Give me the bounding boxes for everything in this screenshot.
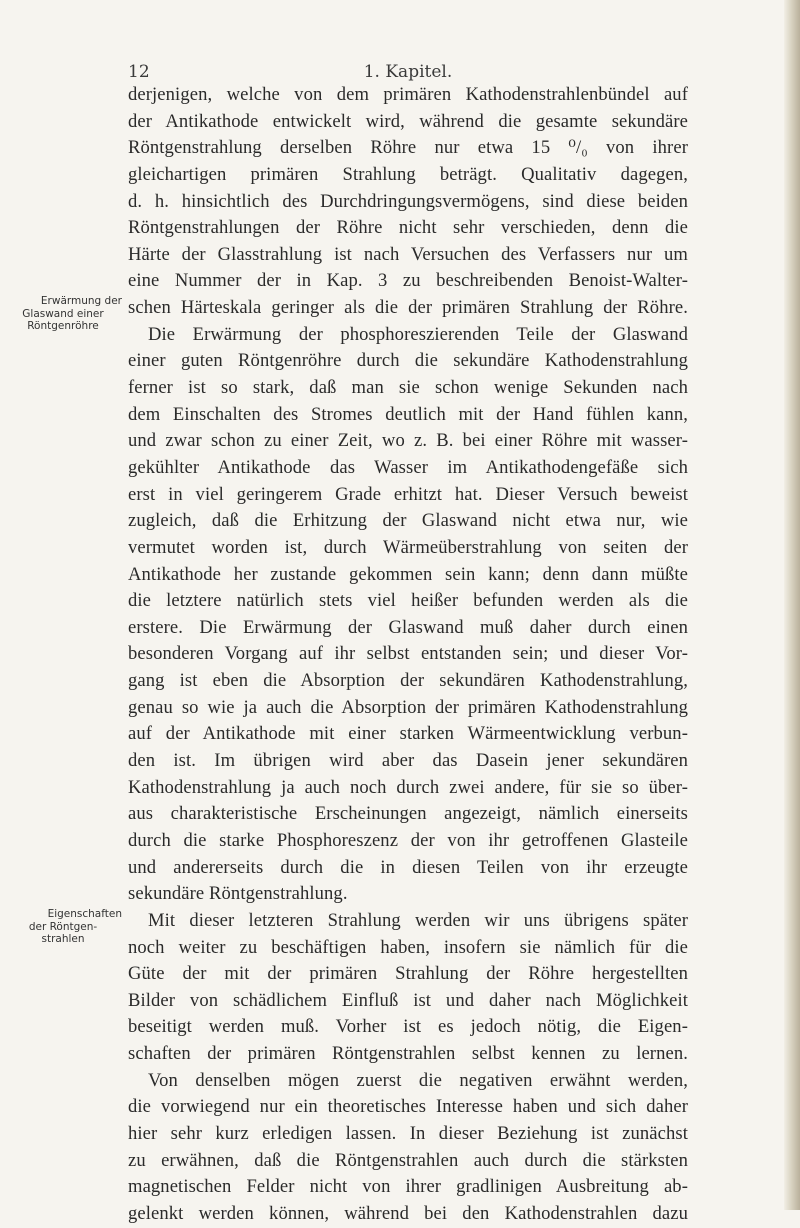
- text-line: Mit dieser letzteren Strahlung werden wir uns übrigens später: [148, 909, 688, 931]
- margin-note-line: Glaswand einer: [22, 307, 104, 320]
- text-line: eine Nummer der in Kap. 3 zu beschreibenden Benoist-Walter-: [128, 270, 688, 292]
- margin-note-erwaermung: [4, 295, 122, 333]
- text-line: derjenigen, welche von dem primären Kathodenstrahlenbündel auf: [128, 84, 688, 105]
- text-line: Von denselben mögen zuerst die negativen erwähnt werden,: [148, 1069, 688, 1091]
- margin-note-line: Röntgenröhre: [27, 320, 99, 332]
- text-line: gekühlter Antikathode das Wasser im Antikathodengefäße sich: [128, 456, 688, 478]
- text-line: durch die starke Phosphoreszenz der von ihr getroffenen Glasteile: [128, 829, 688, 851]
- text-line: Antikathode her zustande gekommen sein kann; denn dann müßte: [128, 563, 688, 585]
- text-line: erstere. Die Erwärmung der Glaswand muß daher durch einen: [128, 616, 688, 638]
- text-line: Die Erwärmung der phosphoreszierenden Teile der Glaswand: [148, 323, 688, 345]
- text-line: erst in viel geringerem Grade erhitzt hat. Dieser Versuch beweist: [128, 483, 688, 505]
- margin-note-line: Eigenschaften: [47, 908, 122, 920]
- text-line: auf der Antikathode mit einer starken Wärmeentwicklung verbun-: [128, 723, 688, 745]
- text-line: Bilder von schädlichem Einfluß ist und daher nach Möglichkeit: [128, 989, 688, 1011]
- text-line: aus charakteristische Erscheinungen angezeigt, nämlich einerseits: [128, 803, 688, 825]
- text-line: magnetischen Felder nicht von ihrer gradlinigen Ausbreitung ab-: [128, 1176, 688, 1198]
- text-line: die letztere natürlich stets viel heißer befunden werden als die: [128, 590, 688, 612]
- text-line: die vorwiegend nur ein theoretisches Interesse haben und sich daher: [128, 1096, 688, 1118]
- text-line: schaften der primären Röntgenstrahlen selbst kennen zu lernen.: [128, 1043, 688, 1065]
- text-line: ferner ist so stark, daß man sie schon wenige Sekunden nach: [128, 377, 688, 399]
- text-line: genau so wie ja auch die Absorption der primären Kathodenstrahlung: [128, 696, 688, 718]
- text-line: den ist. Im übrigen wird aber das Dasein jener sekundären: [128, 750, 688, 772]
- text-line: einer guten Röntgenröhre durch die sekundäre Kathodenstrahlung: [128, 350, 688, 372]
- text-line: noch weiter zu beschäftigen haben, insofern sie nämlich für die: [128, 936, 688, 958]
- margin-note-line: Erwärmung der: [40, 295, 122, 307]
- text-line: hier sehr kurz erledigen lassen. In dieser Beziehung ist zunächst: [128, 1122, 688, 1144]
- text-line: gleichartigen primären Strahlung beträgt. Qualitativ dagegen,: [128, 163, 688, 185]
- text-line: sekundäre Röntgenstrahlung.: [128, 883, 348, 905]
- text-line: Härte der Glasstrahlung ist nach Versuchen des Verfassers nur um: [128, 243, 688, 265]
- text-line: gelenkt werden können, während bei den Kathodenstrahlen dazu: [128, 1202, 688, 1224]
- text-line: d. h. hinsichtlich des Durchdringungsvermögens, sind diese beiden: [128, 190, 688, 212]
- text-line: und zwar schon zu einer Zeit, wo z. B. bei einer Röhre mit wasser-: [128, 430, 688, 452]
- text-line: Röntgenstrahlungen der Röhre nicht sehr verschieden, denn die: [128, 217, 688, 239]
- text-line: vermutet worden ist, durch Wärmeüberstrahlung von seiten der: [128, 536, 688, 558]
- text-line: zugleich, daß die Erhitzung der Glaswand nicht etwa nur, wie: [128, 510, 688, 532]
- text-line: und andererseits durch die in diesen Teilen von ihr erzeugte: [128, 856, 688, 878]
- text-line: Röntgenstrahlung derselben Röhre nur etwa 15 ⁰/₀ von ihrer: [128, 137, 688, 159]
- text-line: zu erwähnen, daß die Röntgenstrahlen auch durch die stärksten: [128, 1149, 688, 1171]
- margin-note-line: der Röntgen-: [28, 920, 98, 933]
- margin-note-line: strahlen: [41, 933, 85, 945]
- chapter-title: 1. Kapitel.: [363, 62, 453, 82]
- text-line: beseitigt werden muß. Vorher ist es jedoch nötig, die Eigen-: [128, 1016, 688, 1038]
- text-line: besonderen Vorgang auf ihr selbst entstanden sein; und dieser Vor-: [128, 643, 688, 665]
- body-text: [128, 82, 688, 1228]
- text-line: gang ist eben die Absorption der sekundären Kathodenstrahlung,: [128, 670, 688, 692]
- page-number: 12: [128, 62, 150, 82]
- page-edge-shadow: [784, 0, 800, 1210]
- text-line: Kathodenstrahlung ja auch noch durch zwei andere, für sie so über-: [128, 776, 688, 798]
- text-line: dem Einschalten des Stromes deutlich mit der Hand fühlen kann,: [128, 403, 688, 425]
- margin-note-eigenschaften: [4, 908, 122, 946]
- text-line: der Antikathode entwickelt wird, während die gesamte sekundäre: [128, 110, 688, 132]
- text-line: Güte der mit der primären Strahlung der Röhre hergestellten: [128, 963, 688, 985]
- text-line: schen Härteskala geringer als die der primären Strahlung der Röhre.: [128, 297, 688, 319]
